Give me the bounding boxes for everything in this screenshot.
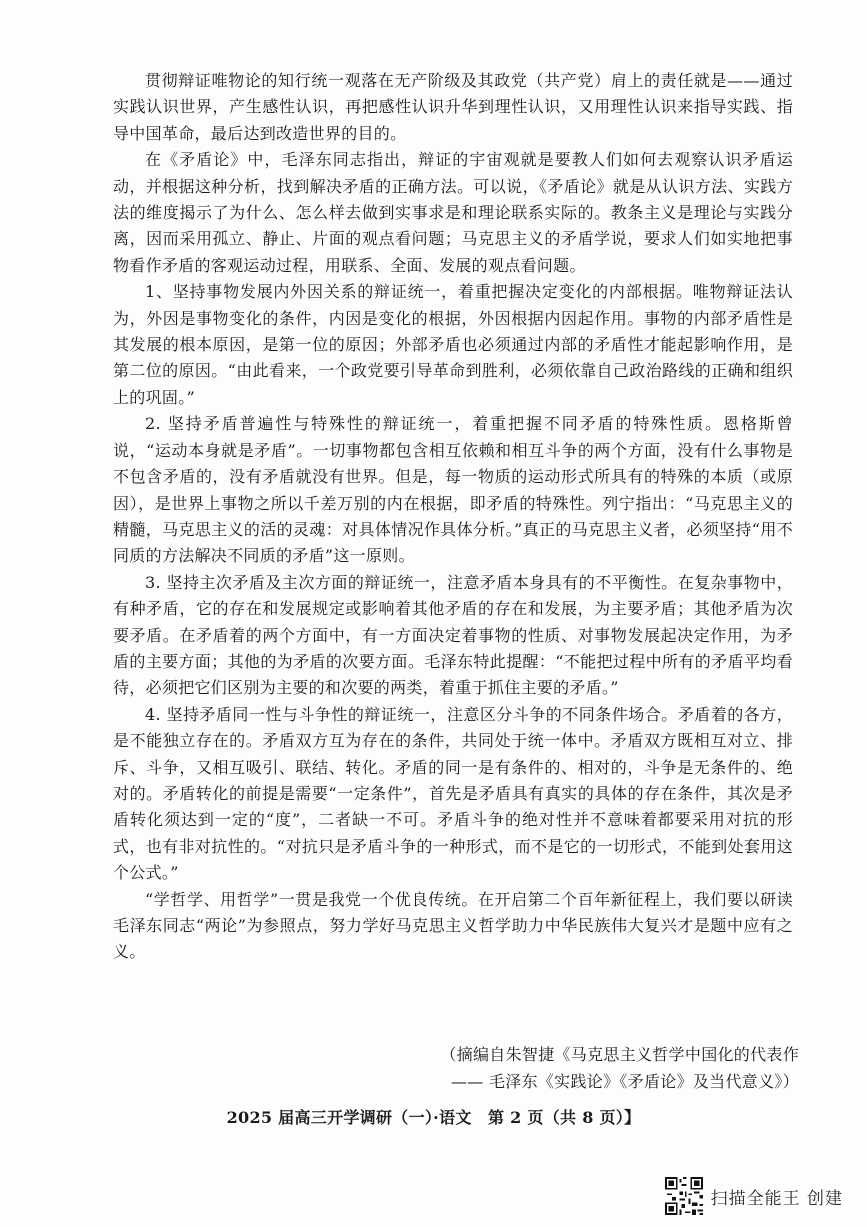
scanner-watermark	[665, 1177, 843, 1215]
paragraph-point-1: 1、坚持事物发展内外因关系的辩证统一，着重把握决定变化的内部根据。唯物辩证法认为，外因是事物变化的条件，内因是变化的根据，外因根据内因起作用。事物的内部矛盾性是其发展的根本原因，是第一位的原因；外部矛盾也必须通过内部的矛盾性才能起影响作用，是第二位的原因。“由此看来，一个政党要引导革命到胜利，必须依靠自己政治路线的正确和组织上的巩固。”	[113, 282, 793, 407]
source-line-2: —— 毛泽东《实践论》《矛盾论》及当代意义》）	[451, 1072, 799, 1091]
paragraph-intro: 贯彻辩证唯物论的知行统一观落在无产阶级及其政党（共产党）肩上的责任就是——通过实践认识世界，产生感性认识，再把感性认识升华到理性认识，又用理性认识来指导实践、指导中国革命，最后达到改造世界的目的。	[113, 71, 793, 143]
source-citation	[440, 1041, 799, 1095]
page-footer: 2025 届高三开学调研（一）·语文 第 2 页（共 8 页）】	[226, 1108, 641, 1127]
paragraph-point-3: 3. 坚持主次矛盾及主次方面的辩证统一，注意矛盾本身具有的不平衡性。在复杂事物中，有种矛盾，它的存在和发展规定或影响着其他矛盾的存在和发展，为主要矛盾；其他矛盾为次要矛盾。在矛盾着的两个方面中，有一方面决定着事物的性质、对事物发展起决定作用，为矛盾的主要方面；其他的为矛盾的次要方面。毛泽东特此提醒：“不能把过程中所有的矛盾平均看待，必须把它们区别为主要的和次要的两类，着重于抓住主要的矛盾。”	[113, 572, 793, 698]
paragraph-point-4: 4. 坚持矛盾同一性与斗争性的辩证统一，注意区分斗争的不同条件场合。矛盾着的各方，是不能独立存在的。矛盾双方互为存在的条件，共同处于统一体中。矛盾双方既相互对立、排斥、斗争，又相互吸引、联结、转化。矛盾的同一是有条件的、相对的，斗争是无条件的、绝对的。矛盾转化的前提是需要“一定条件”，首先是矛盾具有真实的具体的存在条件，其次是矛盾转化须达到一定的“度”，二者缺一不可。矛盾斗争的绝对性并不意味着都要采用对抗的形式，也有非对抗性的。“对抗只是矛盾斗争的一种形式，而不是它的一切形式，不能到处套用这个公式。”	[113, 704, 793, 883]
paragraph-point-2: 2. 坚持矛盾普遍性与特殊性的辩证统一，着重把握不同矛盾的特殊性质。恩格斯曾说，“运动本身就是矛盾”。一切事物都包含相互依赖和相互斗争的两个方面，没有什么事物是不包含矛盾的，没有矛盾就没有世界。但是，每一物质的运动形式所具有的特殊的本质（或原因），是世界上事物之所以千差万别的内在根据，即矛盾的特殊性。列宁指出：“马克思主义的精髓，马克思主义的活的灵魂：对具体情况作具体分析。”真正的马克思主义者，必须坚持“用不同质的方法解决不同质的矛盾”这一原则。	[113, 414, 793, 566]
paragraph-conclusion: “学哲学、用哲学”一贯是我党一个优良传统。在开启第二个百年新征程上，我们要以研读毛泽东同志“两论”为参照点，努力学好马克思主义哲学助力中华民族伟大复兴才是题中应有之义。	[113, 889, 793, 962]
source-line-1: （摘编自朱智捷《马克思主义哲学中国化的代表作	[440, 1045, 799, 1064]
qr-code-icon	[665, 1177, 703, 1215]
paragraph-contradiction-theory: 在《矛盾论》中，毛泽东同志指出，辩证的宇宙观就是要教人们如何去观察认识矛盾运动，并根据这种分析，找到解决矛盾的正确方法。可以说，《矛盾论》就是从认识方法、实践方法的维度揭示了为什么、怎么样去做到实事求是和理论联系实际的。教条主义是理论与实践分离，因而采用孤立、静止、片面的观点看问题；马克思主义的矛盾学说，要求人们如实地把事物看作矛盾的客观运动过程，用联系、全面、发展的观点看问题。	[113, 150, 793, 275]
article-body	[113, 68, 793, 966]
scanner-watermark-label: 扫描全能王 创建	[710, 1188, 843, 1209]
